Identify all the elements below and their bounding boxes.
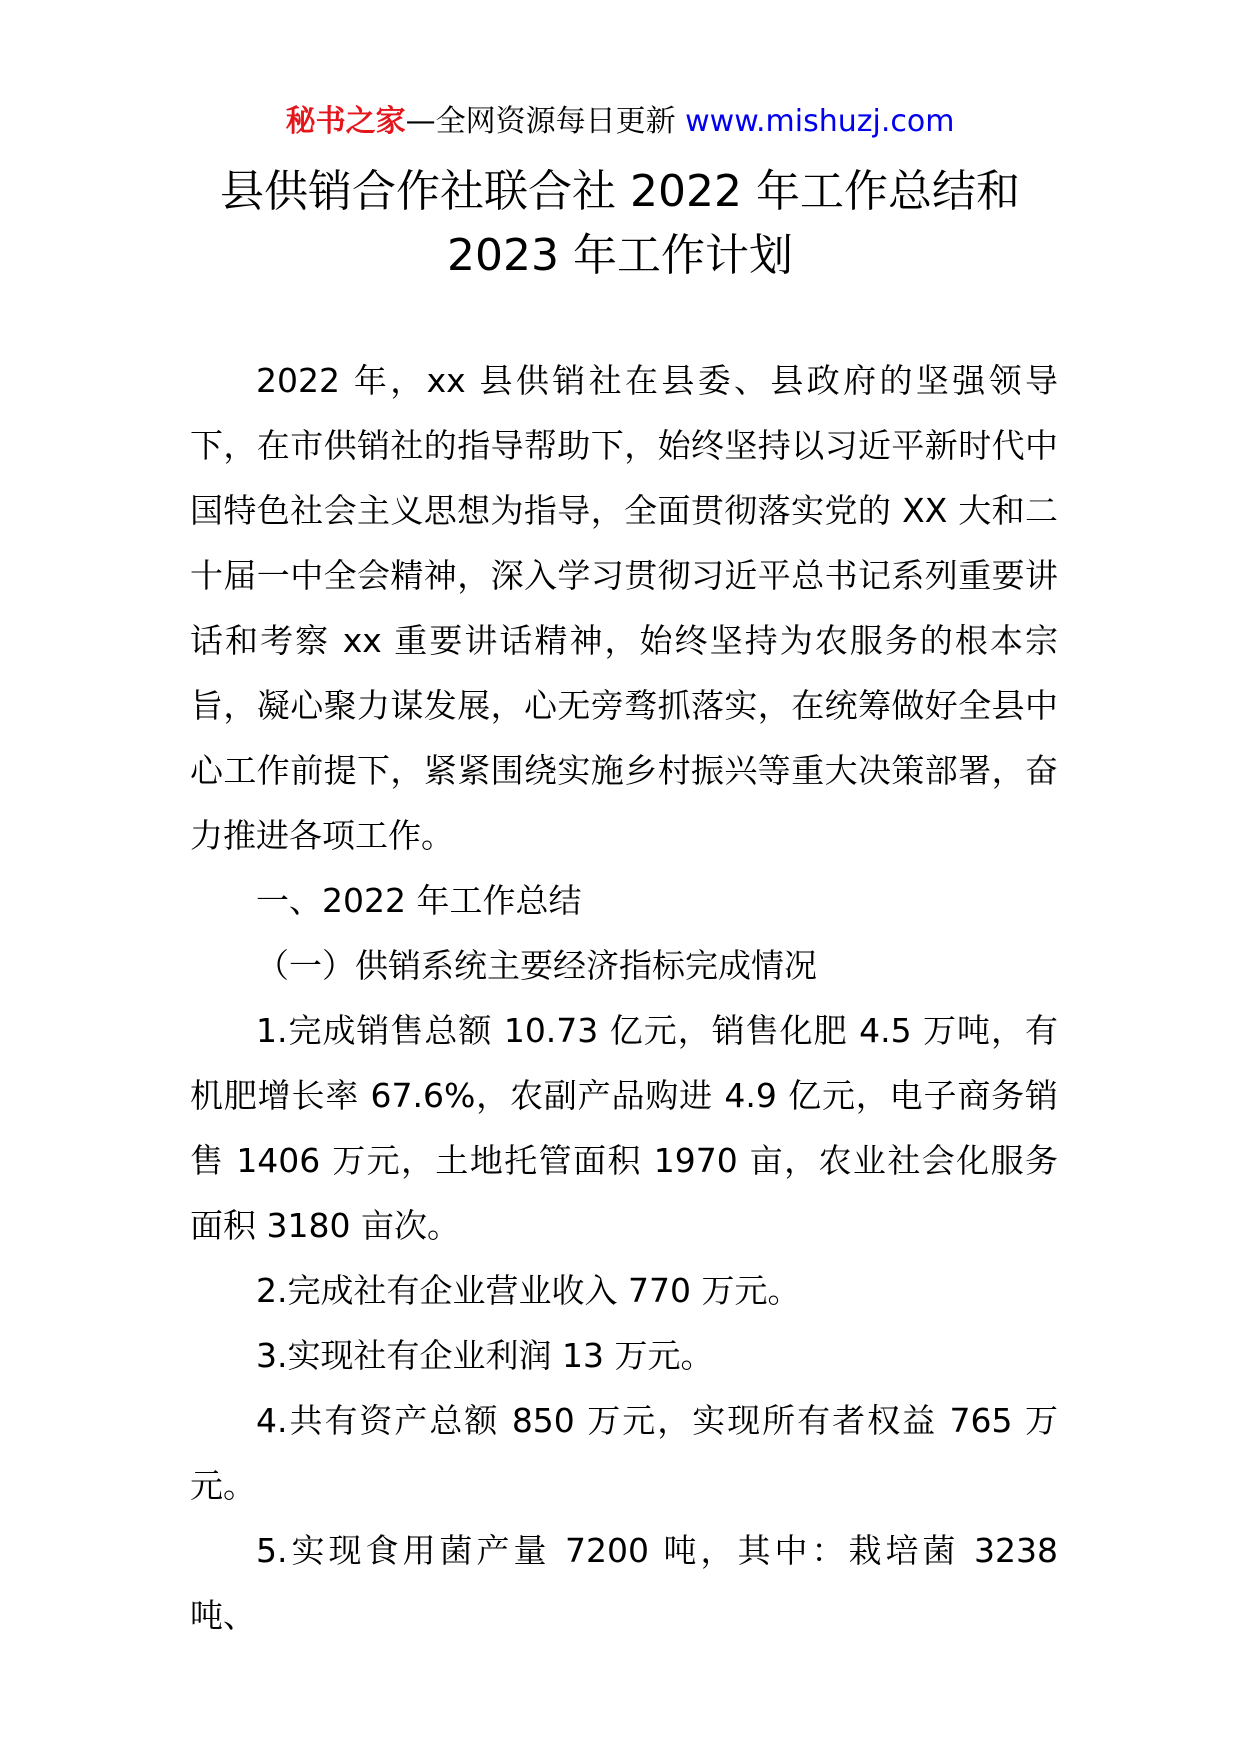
document-body	[190, 348, 1058, 1648]
site-url-link[interactable]: www.mishuzj.com	[685, 104, 955, 139]
list-item-2: 2.完成社有企业营业收入 770 万元。	[256, 1271, 801, 1310]
site-header	[0, 100, 1240, 144]
list-item-5: 5.实现食用菌产量 7200 吨，其中：栽培菌 3238 吨、	[190, 1531, 1058, 1635]
title-line-2: 2023 年工作计划	[447, 230, 793, 281]
section-heading: 一、2022 年工作总结	[256, 881, 582, 920]
brand-name: 秘书之家	[285, 104, 406, 139]
document-title	[100, 160, 1140, 288]
header-slogan: —全网资源每日更新	[405, 104, 676, 139]
list-item-4: 4.共有资产总额 850 万元，实现所有者权益 765 万元。	[190, 1401, 1058, 1505]
title-line-1: 县供销合作社联合社 2022 年工作总结和	[220, 166, 1020, 217]
list-item-3: 3.实现社有企业利润 13 万元。	[256, 1336, 714, 1375]
list-item-1: 1.完成销售总额 10.73 亿元，销售化肥 4.5 万吨，有机肥增长率 67.6%，农副产品购进 4.9 亿元，电子商务销售 1406 万元，土地托管面积 1970 亩，农业社会化服务面积 3180 亩次。	[190, 1011, 1058, 1245]
intro-paragraph: 2022 年，xx 县供销社在县委、县政府的坚强领导下，在市供销社的指导帮助下，始终坚持以习近平新时代中国特色社会主义思想为指导，全面贯彻落实党的 XX 大和二十届一中全会精神，深入学习贯彻习近平总书记系列重要讲话和考察 xx 重要讲话精神，始终坚持为农服务的根本宗旨，凝心聚力谋发展，心无旁骛抓落实，在统筹做好全县中心工作前提下，紧紧围绕实施乡村振兴等重大决策部署，奋力推进各项工作。	[190, 361, 1058, 855]
subsection-heading: （一）供销系统主要经济指标完成情况	[256, 946, 817, 985]
